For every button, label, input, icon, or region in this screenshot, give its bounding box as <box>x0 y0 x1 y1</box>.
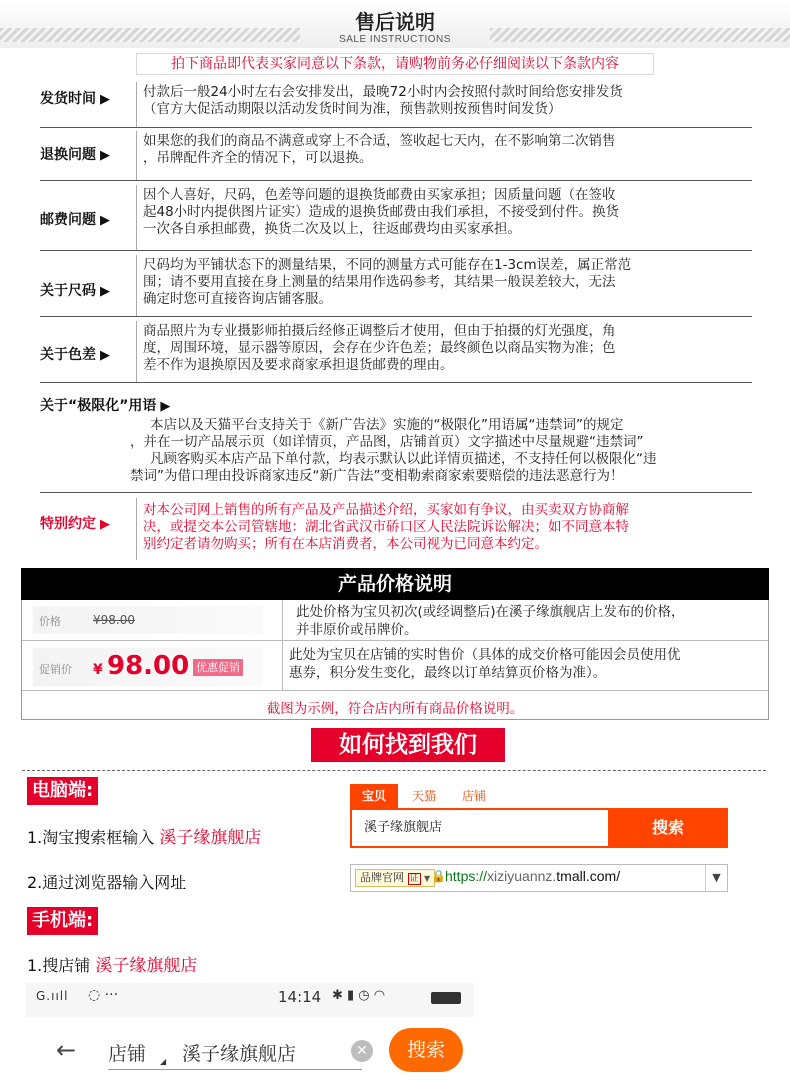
clock: 14:14 <box>278 988 322 1006</box>
policy-label: 发货时间 ▶ <box>40 91 110 107</box>
promo-badge: 优惠促销 <box>193 659 243 676</box>
back-arrow-icon[interactable]: ← <box>56 1036 77 1064</box>
browser-url-bar[interactable] <box>350 864 728 892</box>
lock-icon: 🔒 <box>431 869 446 883</box>
price-heading: 产品价格说明 <box>21 568 769 600</box>
extreme-words-label: 关于“极限化”用语 ▶ <box>40 398 171 414</box>
play-arrow-icon: ▶ <box>100 284 110 299</box>
price-vline <box>282 600 283 690</box>
taobao-search-button[interactable]: 搜索 <box>608 808 728 848</box>
policy-text: 付款后一般24小时左右会安排发出，最晚72小时内会按照付款时间给您安排发货 （官方大促活动期限以活动发货时间为准，预售款则按预售时间发货） <box>143 84 623 117</box>
taobao-search-input[interactable]: 溪子缘旗舰店 <box>350 808 608 848</box>
terms-notice: 拍下商品即代表买家同意以下条款，请购物前务必仔细阅读以下条款内容 <box>136 53 654 75</box>
phone-search-button[interactable]: 搜索 <box>389 1028 463 1072</box>
original-price-label: 价格 <box>39 615 61 628</box>
promo-price-label: 促销价 <box>39 663 72 676</box>
row-divider <box>40 180 752 181</box>
page-title: 售后说明 <box>355 10 435 34</box>
tab-shop[interactable]: 店铺 <box>462 789 487 803</box>
policy-text: 商品照片为专业摄影师拍摄后经修正调整后才使用，但由于拍摄的灯光强度，角 度，周围环境，显示器等原因，会存在少许色差；最终颜色以商品实物为准；色 差不作为退换原因及要求商家承担退货邮费的理由。 <box>143 323 616 373</box>
promo-price-value: 98.00 <box>107 651 190 681</box>
row-vline <box>136 255 137 317</box>
step-mobile-search: 1.搜店铺 溪子缘旗舰店 <box>27 956 198 976</box>
url-text: https://xiziyuannz.tmall.com/ <box>445 868 621 884</box>
battery-icon <box>431 992 461 1004</box>
policy-text: 因个人喜好，尺码，色差等问题的退换货邮费由买家承担；因质量问题（在签收 起48小时内提供图片证实）造成的退换货邮费由我们承担，不接受到付件。换货 一次各自承担邮费，换货二次及以上，往返邮费均由买家承担。 <box>143 187 620 237</box>
site-badge: 品牌官网 证 ▼ <box>355 869 435 887</box>
dotted-divider <box>22 770 766 771</box>
row-divider <box>40 382 752 383</box>
policy-text: 尺码均为平铺状态下的测量结果，不同的测量方式可能存在1-3cm误差，属正常范 围；请不要用直接在身上测量的结果用作选码参考，其结果一般误差较大，无法 确定时您可直接咨询店铺客服。 <box>143 257 632 307</box>
input-underline <box>108 1069 362 1070</box>
shop-name: 溪子缘旗舰店 <box>95 956 198 976</box>
policy-label: 关于尺码 ▶ <box>40 283 110 299</box>
phone-search-input[interactable]: 溪子缘旗舰店 <box>182 1043 297 1065</box>
extreme-words-text: 本店以及天猫平台支持关于《新广告法》实施的“极限化”用语属“违禁词”的规定 ，并在一切产品展示页（如详情页，产品图，店铺首页）文字描述中尽量规避“违禁词” 凡顾客购买本店产品下单付款，均表示默认以此详情页描述，不支持任何以极限化“违 禁词”为借口理由投诉商家违反“新广告法”变相勒索商家索要赔偿的违法恶意行为！ <box>130 417 657 484</box>
row-vline <box>136 131 137 181</box>
price-divider <box>22 640 768 641</box>
policy-label: 关于色差 ▶ <box>40 347 110 363</box>
play-arrow-icon: ▶ <box>160 399 171 414</box>
page-subtitle: SALE INSTRUCTIONS <box>339 34 451 45</box>
original-price-desc: 此处价格为宝贝初次(或经调整后)在溪子缘旗舰店上发布的价格， 并非原价或吊牌价。 <box>296 604 685 638</box>
original-price-sample <box>33 606 263 634</box>
step-pc-search: 1.淘宝搜索框输入 溪子缘旗舰店 <box>27 828 262 848</box>
chevron-down-icon[interactable]: ▼ <box>705 865 727 891</box>
policy-label: 退换问题 ▶ <box>40 147 110 163</box>
taobao-search-tabs <box>350 784 728 808</box>
policy-text: 如果您的我们的商品不满意或穿上不合适，签收起七天内，在不影响第二次销售 ，吊牌配件齐全的情况下，可以退换。 <box>143 133 616 166</box>
row-vline <box>136 82 137 128</box>
triangle-icon: ◢ <box>160 1057 167 1066</box>
promo-price-sample <box>33 648 263 686</box>
original-price-value: ¥98.00 <box>93 613 135 627</box>
row-vline <box>136 185 137 251</box>
row-divider <box>40 250 752 251</box>
clear-icon[interactable]: ✕ <box>351 1040 373 1062</box>
chevron-down-icon: ▼ <box>424 874 431 883</box>
tab-tmall[interactable]: 天猫 <box>412 789 437 803</box>
shop-name: 溪子缘旗舰店 <box>159 828 262 848</box>
price-footnote: 截图为示例，符合店内所有商品价格说明。 <box>266 701 524 717</box>
play-arrow-icon: ▶ <box>100 148 110 163</box>
row-vline <box>136 321 137 383</box>
play-arrow-icon: ▶ <box>100 517 110 532</box>
signal-icon: G.ııll <box>36 989 69 1003</box>
step-pc-url: 2.通过浏览器输入网址 <box>27 873 187 892</box>
price-divider <box>22 690 768 691</box>
row-vline <box>136 498 137 560</box>
tab-item[interactable]: 宝贝 <box>350 784 398 808</box>
row-divider <box>40 127 752 128</box>
find-us-title: 如何找到我们 <box>311 728 505 762</box>
status-bar <box>26 983 474 1013</box>
play-arrow-icon: ▶ <box>100 92 110 107</box>
play-arrow-icon: ▶ <box>100 348 110 363</box>
promo-price-symbol: ¥ <box>93 662 103 678</box>
play-arrow-icon: ▶ <box>100 213 110 228</box>
promo-price-desc: 此处为宝贝在店铺的实时售价（具体的成交价格可能因会员使用优 惠券，积分发生变化，最终以订单结算页价格为准）。 <box>289 647 681 681</box>
policy-label: 邮费问题 ▶ <box>40 212 110 228</box>
status-icons: ✱ ▮ ◷ ◠ <box>332 988 386 1003</box>
row-divider <box>40 492 752 493</box>
pc-tag: 电脑端: <box>27 777 98 805</box>
mobile-tag: 手机端: <box>27 907 98 935</box>
search-scope[interactable]: 店铺 <box>108 1043 147 1065</box>
row-divider <box>40 316 752 317</box>
special-label: 特别约定 ▶ <box>40 516 110 532</box>
phone-screenshot <box>26 983 474 1091</box>
cert-icon: 证 <box>409 874 419 884</box>
special-text: 对本公司网上销售的所有产品及产品描述介绍，买家如有争议，由买卖双方协商解 决，或提交本公司管辖地：湖北省武汉市硚口区人民法院诉讼解决；如不同意本特 别约定者请勿购买；所有在本店消费者，本公司视为已同意本约定。 <box>143 502 629 552</box>
notification-icon: ◌ ··· <box>88 987 119 1003</box>
